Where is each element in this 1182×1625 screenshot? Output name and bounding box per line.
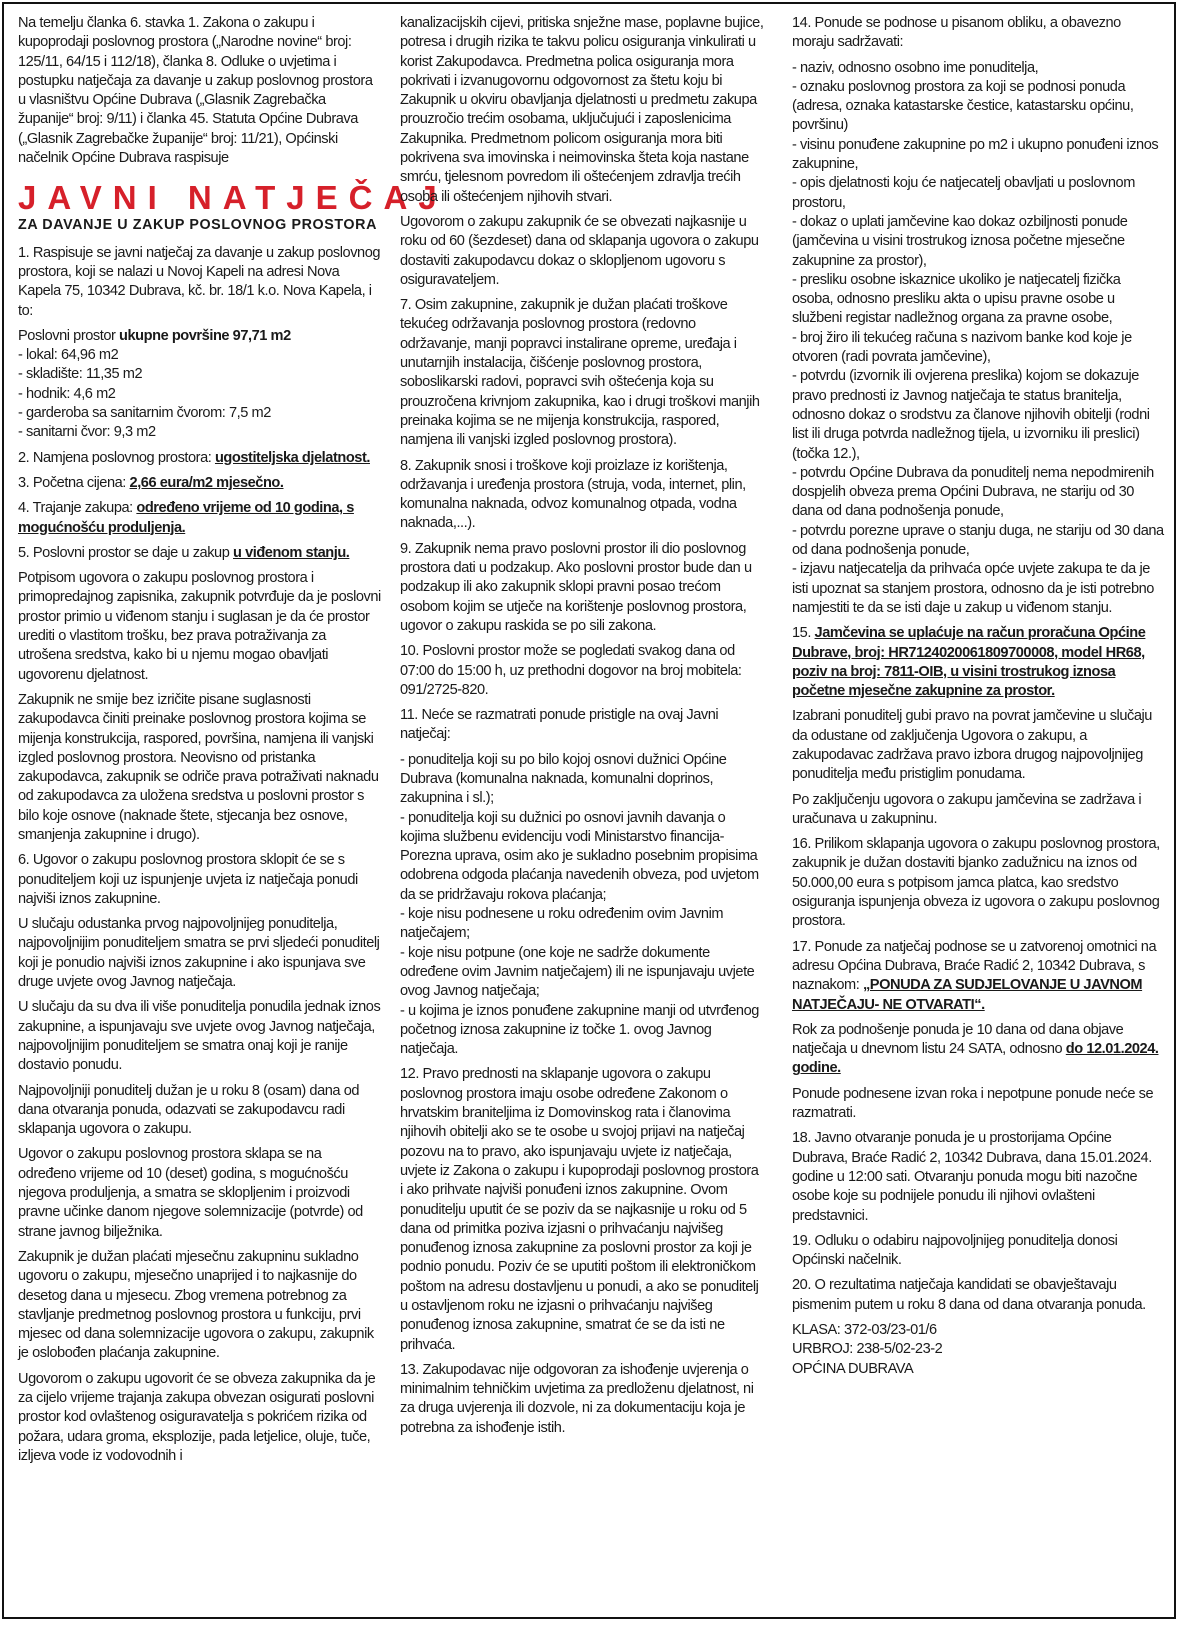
text: Ugovorom o zakupu ugovorit će se obveza zakupnika da je za cijelo vrijeme trajanja zakupa obvezan osigurati poslovni prostor kod ovlaštenog osiguravatelja s pokrićem rizika od požara, udara groma, eksplozije, pada letjelice, oluje, tuče, izljeva vode iz vodovodnih i [18, 1370, 376, 1464]
text: U slučaju da su dva ili više ponuditelja ponudila jednak iznos zakupnine, a ispunjavaju sve uvjete ovog Javnog natječaja, najpovoljnijim ponuditeljem se smatra onaj koji je ranije dostavio ponudu. [18, 999, 381, 1074]
text: - potvrdu (izvornik ili ovjerena preslika) kojom se dokazuje pravo prednosti iz Javnog natječaja te status branitelja, odnosno dokaz o srodstvu za članove njihovih obitelji (rodni list ili druga potvrda nadležnog tijela, u izvorniku ili preslici) (točka 12.), [792, 368, 1150, 462]
text: - naziv, odnosno osobno ime ponuditelja, [792, 59, 1039, 76]
paragraph [792, 14, 1164, 53]
text: 2. Namjena poslovnog prostora: [18, 449, 215, 466]
list-line [400, 809, 764, 905]
text: - sanitarni čvor: 9,3 m2 [18, 424, 156, 441]
emphasized-text: u viđenom stanju. [233, 544, 350, 561]
list-line [18, 327, 382, 346]
paragraph [18, 499, 382, 538]
emphasized-text: do 12.01.2024. godine. [792, 1041, 1159, 1077]
list-line [18, 346, 382, 365]
paragraph [18, 691, 382, 845]
notice-subtitle: ZA DAVANJE U ZAKUP POSLOVNOG PROSTORA [18, 217, 378, 234]
paragraph [18, 544, 382, 563]
text: - izjavu natjecatelja da prihvaća opće uvjete zakupa te da je isti upoznat sa stanjem prostora, odnosno da je isti potrebno namjestiti te da se isti daje u zakup u viđenom stanju. [792, 561, 1154, 616]
text: 14. Ponude se podnose u pisanom obliku, a obavezno moraju sadržavati: [792, 15, 1121, 51]
paragraph [792, 835, 1164, 931]
text: - hodnik: 4,6 m2 [18, 385, 116, 402]
paragraph [400, 1065, 764, 1354]
intro-paragraph [18, 14, 382, 168]
paragraph [400, 706, 764, 745]
list-line [400, 905, 764, 944]
text: Rok za podnošenje ponuda je 10 dana od dana objave natječaja u dnevnom listu 24 SATA, odnosno [792, 1021, 1124, 1058]
emphasized-text: ukupne površine 97,71 m2 [119, 327, 291, 344]
paragraph [792, 624, 1164, 701]
list-line [792, 59, 1164, 78]
text: Poslovni prostor [18, 327, 120, 344]
list-line [792, 136, 1164, 175]
emphasized-text: „PONUDA ZA SUDJELOVANJE U JAVNOM NATJEČAJU- NE OTVARATI“. [792, 977, 1143, 1013]
text: Zakupnik ne smije bez izričite pisane suglasnosti zakupodavca činiti preinake poslovnog prostora kojima se mijenja konstrukcija, raspored, površina, namjena ili vanjski izgled poslovnog prostora. Neovisno od pristanka zakupodavca, zakupnik se odriče prava potraživati naknadu od zakupodavca za uložena sredstva u poslovni prostor s bilo koje osnove (naknade štete, stjecanja bez osnove, smanjenja zakupnine i drugo). [18, 691, 379, 843]
text: - dokaz o uplati jamčevine kao dokaz ozbiljnosti ponude (jamčevina u visini trostrukog iznosa početne mjesečne zakupnine za prostor), [792, 213, 1128, 269]
text: 19. Odluku o odabiru najpovoljnijeg ponuditelja donosi Općinski načelnik. [792, 1232, 1118, 1269]
text: - u kojima je iznos ponuđene zakupnine manji od utvrđenog početnog iznosa zakupnine iz točke 1. ovog Javnog natječaja. [400, 1002, 759, 1058]
list-line [792, 213, 1164, 271]
text: kanalizacijskih cijevi, pritiska snježne mase, poplavne bujice, potresa i drugih rizika te takvu policu osiguranja vinkulirati u korist Zakupodavca. Predmetna polica osiguranja mora pokrivati i izvanugovornu odgovornost za štetu koju bi Zakupnik u okviru obavljanja djelatnosti u predmetu zakupa prouzročio trećim osobama, uključujući i zaposlenicima Zakupnika. Predmetnom policom osiguranja mora biti pokrivena sva imovinska i neimovinska šteta koja nastane smrću, tjelesnom povredom ili oštećenjem zdravlja trećih osoba ili oštećenjem njihovih stvari. [400, 15, 764, 205]
text: 8. Zakupnik snosi i troškove koji proizlaze iz korištenja, održavanja i uređenja prostora (struja, voda, internet, plin, komunalna naknada, odvoz komunalnog otpada, vodna naknada,...). [400, 457, 746, 532]
column-1-body [18, 244, 382, 1467]
paragraph [400, 14, 764, 207]
paragraph [400, 296, 764, 450]
paragraph [792, 791, 1164, 830]
list-line [18, 385, 382, 404]
paragraph [18, 1248, 382, 1364]
list-line [792, 78, 1164, 136]
paragraph [18, 915, 382, 992]
text: - visinu ponuđene zakupnine po m2 i ukupno ponuđeni iznos zakupnine, [792, 136, 1159, 173]
list-line [792, 1360, 1164, 1379]
text: - lokal: 64,96 m2 [18, 347, 119, 364]
text: - koje nisu podnesene u roku određenim ovim Javnim natječajem; [400, 906, 724, 942]
text: - skladište: 11,35 m2 [18, 366, 143, 383]
text: - potvrdu porezne uprave o stanju duga, ne stariju od 30 dana od dana podnošenja ponude, [792, 522, 1164, 559]
text: KLASA: 372-03/23-01/6 [792, 1322, 937, 1338]
text: - ponuditelja koji su po bilo kojoj osnovi dužnici Općine Dubrava (komunalna naknada, komunalni doprinos, zakupnina i sl.); [400, 751, 727, 807]
paragraph [792, 1232, 1164, 1271]
text: - garderoba sa sanitarnim čvorom: 7,5 m2 [18, 405, 271, 422]
text: 6. Ugovor o zakupu poslovnog prostora sklopit će se s ponuditeljem koji uz ispunjenje uvjeta iz natječaja ponudi najviši iznos zakupnine. [18, 852, 358, 907]
text: 10. Poslovni prostor može se pogledati svakog dana od 07:00 do 15:00 h, uz prethodni dogovor na broj mobitela: 091/2725-820. [400, 643, 742, 698]
text: Najpovoljniji ponuditelj dužan je u roku 8 (osam) dana od dana otvaranja ponuda, odazvati se zakupodavcu radi sklapanja ugovora o zakupu. [18, 1082, 360, 1138]
paragraph [792, 938, 1164, 1015]
list-line [400, 944, 764, 1002]
text: U slučaju odustanka prvog najpovoljnijeg ponuditelja, najpovoljnijim ponuditeljem smatra se prvi sljedeći ponuditelj koji je ponudio najviši iznos zakupnine i ako ispunjava sve druge uvjete ovog Javnog natječaja. [18, 916, 380, 991]
list-line [792, 1340, 1164, 1359]
paragraph [18, 14, 382, 168]
text: 18. Javno otvaranje ponuda je u prostorijama Općine Dubrava, Braće Radić 2, 10342 Dubrava, dana 15.01.2024. godine u 12:00 sati. Otvaranju ponuda mogu biti nazočne osobe koje su podnijele ponudu ili njihovi ovlašteni predstavnici. [792, 1130, 1152, 1224]
paragraph [18, 244, 382, 321]
paragraph [792, 1085, 1164, 1124]
text: - oznaku poslovnog prostora za koji se podnosi ponuda (adresa, oznaka katastarske čestice, katastarsku općinu, površinu) [792, 78, 1134, 134]
paragraph [18, 474, 382, 493]
paragraph [792, 1129, 1164, 1225]
paragraph [18, 1145, 382, 1241]
text: 13. Zakupodavac nije odgovoran za ishođenje uvjerenja o minimalnim tehničkim uvjetima za predloženu djelatnost, ni za druga uvjerenja ili dozvole, ni za dokumentaciju koja je potrebna za ishođenje istih. [400, 1361, 754, 1436]
list-line [18, 423, 382, 442]
paragraph [400, 1361, 764, 1438]
list-line [792, 522, 1164, 561]
paragraph [792, 1276, 1164, 1315]
text: 12. Pravo prednosti na sklapanje ugovora o zakupu poslovnog prostora imaju osobe određene Zakonom o hrvatskim braniteljima iz Domovinskog rata i članovima njihovih obitelji ako se te osobe u svojoj prijavi na natječaj pozovu na to pravo, ako ispunjavaju uvjete iz natječaja, uvjete iz Zakona o zakupu i kupoprodaji poslovnog prostora i ako prihvate najviši ponuđeni iznos zakupnine. Ovom ponuditelju uputit će se poziv da se najkasnije u roku od 5 dana od primitka poziva izjasni o prihvaćanju najvišeg ponuđenog iznosa zakupnine za poslovni prostor za koji je podnio ponudu. Poziv će se uputiti poštom ili elektroničkom poštom na adresu dostavljenu u ponudi, a ako se ponuditelj u ostavljenom roku ne izjasni o prihvaćanju najvišeg ponuđenog iznosa zakupnine, smatrat će se da isti ne prihvaća. [400, 1066, 759, 1353]
text: 20. O rezultatima natječaja kandidati se obavještavaju pismenim putem u roku 8 dana od dana otvaranja ponuda. [792, 1277, 1146, 1313]
text: 11. Neće se razmatrati ponude pristigle na ovaj Javni natječaj: [400, 707, 719, 743]
text: 4. Trajanje zakupa: [18, 500, 137, 517]
list-line [18, 404, 382, 423]
text: 7. Osim zakupnine, zakupnik je dužan plaćati troškove tekućeg održavanja poslovnog prostora (redovno održavanje, manji popravci instalirane opreme, uređaja i unutarnjih instalacija, čišćenje poslovnog prostora, soboslikarski radovi, popravci svih oštećenja koja su prouzročena krivnjom zakupnika, kao i drugi troškovi manjih preinaka kojima se ne mijenja konstrukcija, raspored, namjena ili vanjski izgled poslovnog prostora). [400, 297, 760, 449]
list-line [792, 560, 1164, 618]
list-line [792, 329, 1164, 368]
paragraph [400, 457, 764, 534]
emphasized-text: određeno vrijeme od 10 godina, s mogućnošću produljenja. [18, 500, 354, 536]
list-line [400, 1002, 764, 1060]
text: 16. Prilikom sklapanja ugovora o zakupu poslovnog prostora, zakupnik je dužan dostaviti bjanko zadužnicu na iznos od 50.000,00 eura s potpisom jamca platca, kao sredstvo osiguranja ispunjenja obveza iz ugovora o zakupu poslovnog prostora. [792, 836, 1160, 930]
list-line [792, 271, 1164, 329]
text: - ponuditelja koji su dužnici po osnovi javnih davanja o kojima službenu evidenciju vodi Ministarstvo financija-Porezna uprava, osim ako je sukladno posebnim propisima odobrena odgoda plaćanja navedenih obveza, pod uvjetom da se pridržavaju rokova plaćanja; [400, 809, 759, 903]
paragraph [792, 707, 1164, 784]
paragraph [18, 569, 382, 685]
paragraph [400, 642, 764, 700]
text: 1. Raspisuje se javni natječaj za davanje u zakup poslovnog prostora, koji se nalazi u Novoj Kapeli na adresi Nova Kapela 75, 10342 Dubrava, kč. br. 18/1 k.o. Nova Kapela, i to: [18, 244, 381, 319]
paragraph [18, 998, 382, 1075]
list-line [18, 365, 382, 384]
text: Izabrani ponuditelj gubi pravo na povrat jamčevine u slučaju da odustane od zaključenja Ugovora o zakupu, a zakupodavac zadržava pravo izbora drugog najpovoljnijeg ponuditelja među pristiglim ponudama. [792, 708, 1152, 783]
emphasized-text: Jamčevina se uplaćuje na račun proračuna Općine Dubrave, broj: HR7124020061809700008, model HR68, poziv na broj: 7811-OIB, u visini trostrukog iznosa početne mjesečne zakupnine za prostor. [792, 625, 1146, 700]
text: Ugovorom o zakupu zakupnik će se obvezati najkasnije u roku od 60 (šezdeset) dana od sklapanja ugovora o zakupu dostaviti zakupodavcu dokaz o sklopljenom ugovoru s osiguravateljem. [400, 213, 759, 288]
text: Po zaključenju ugovora o zakupu jamčevina se zadržava i uračunava u zakupninu. [792, 791, 1142, 827]
paragraph [18, 1082, 382, 1140]
column-3 [792, 14, 1164, 1614]
text: 3. Početna cijena: [18, 474, 130, 491]
text: Na temelju članka 6. stavka 1. Zakona o zakupu i kupoprodaji poslovnog prostora („Narodne novine“ broj: 125/11, 64/15 i 112/18), članka 8. Odluke o uvjetima i postupku natječaja za davanje u zakup poslovnog prostora u vlasništvu Općine Dubrava („Glasnik Zagrebačka županije“ broj: 9/11) i članka 45. Statuta Općine Dubrava („Glasnik Zagrebačke županije“ broj: 11/21), Općinski načelnik Općine Dubrava raspisuje [18, 15, 373, 167]
paragraph [18, 851, 382, 909]
text: 15. [792, 625, 815, 642]
text: - presliku osobne iskaznice ukoliko je natjecatelj fizička osoba, odnosno presliku akta o upisu pravne osobe u službeni registar nadležnog organa za pravne osobe, [792, 271, 1121, 327]
text: 9. Zakupnik nema pravo poslovni prostor ili dio poslovnog prostora dati u podzakup. Ako poslovni prostor bude dan u podzakup ili ako zakupnik sklopi pravni posao trećom osobom kojim se utječe na korištenje poslovnog prostora, ugovor o zakupu raskida se po sili zakona. [400, 540, 752, 634]
list-line [400, 751, 764, 809]
paragraph [18, 449, 382, 468]
paragraph [18, 1370, 382, 1466]
emphasized-text: 2,66 eura/m2 mjesečno. [129, 474, 284, 491]
column-1 [18, 14, 448, 1614]
list-line [792, 1321, 1164, 1340]
text: Ugovor o zakupu poslovnog prostora sklapa se na određeno vrijeme od 10 (deset) godina, s mogućnošću njegova produljenja, a smatra se sklopljenim i proizvodi pravne učinke danom njegove solemnizacije (potvrde) od strane javnog bilježnika. [18, 1146, 363, 1240]
list-line [792, 174, 1164, 213]
notice-title: JAVNI NATJEČAJ [18, 179, 448, 217]
text: Potpisom ugovora o zakupu poslovnog prostora i primopredajnog zapisnika, zakupnik potvrđuje da je poslovni prostor primio u viđenom stanju i suglasan je da će prostor urediti o vlastitom trošku, bez prava potraživanja za utrošena sredstva, kako bi u njemu mogao obavljati ugovorenu djelatnost. [18, 570, 381, 683]
text: OPĆINA DUBRAVA [792, 1360, 914, 1377]
emphasized-text: ugostiteljska djelatnost. [214, 449, 370, 466]
text: - potvrdu Općine Dubrava da ponuditelj nema nepodmirenih dospjelih obveza prema Općini Dubrava, ne stariju od 30 dana od dana podnošenja ponude, [792, 464, 1154, 520]
list-line [792, 464, 1164, 522]
text: URBROJ: 238-5/02-23-2 [792, 1341, 943, 1358]
list-line [792, 367, 1164, 463]
text: 5. Poslovni prostor se daje u zakup [18, 544, 233, 561]
text: - opis djelatnosti koju će natjecatelj obavljati u poslovnom prostoru, [792, 175, 1135, 211]
column-2 [400, 14, 764, 1614]
text: - broj žiro ili tekućeg računa s nazivom banke kod koje je otvoren (radi povrata jamčevine), [792, 329, 1132, 366]
text: Ponude podnesene izvan roka i nepotpune ponude neće se razmatrati. [792, 1085, 1154, 1122]
paragraph [792, 1021, 1164, 1079]
text: Zakupnik je dužan plaćati mjesečnu zakupninu sukladno ugovoru o zakupu, mjesečno unaprijed i to najkasnije do desetog dana u mjesecu. Zbog vremena potrebnog za stavljanje predmetnog poslovnog prostora u funkciju, prvi mjesec od dana solemnizacije ugovora o zakupu, zakupnik je oslobođen plaćanja zakupnine. [18, 1248, 374, 1362]
text: - koje nisu potpune (one koje ne sadrže dokumente određene ovim Javnim natječajem) ili ne ispunjavaju uvjete ovog Javnog natječaja; [400, 944, 755, 1000]
paragraph [400, 213, 764, 290]
text: 17. Ponude za natječaj podnose se u zatvorenoj omotnici na adresu Općina Dubrava, Braće Radić 2, 10342 Dubrava, s naznakom: [792, 938, 1157, 994]
paragraph [400, 540, 764, 636]
